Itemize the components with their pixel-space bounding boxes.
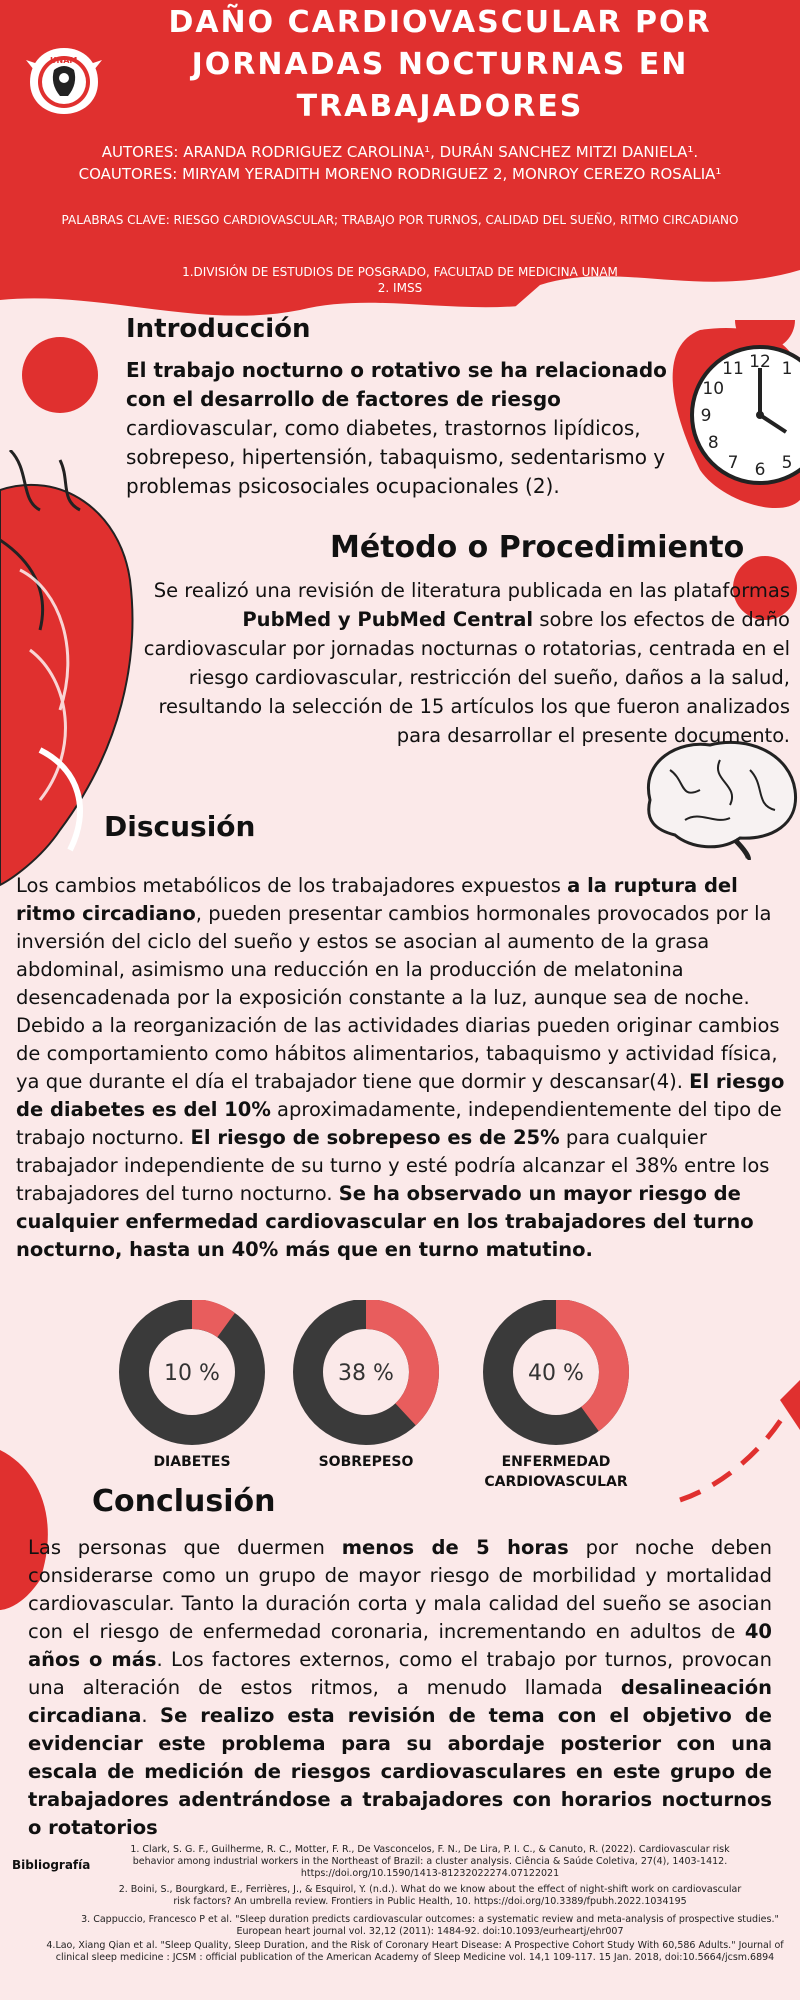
donut-value-label: 40 % bbox=[528, 1361, 584, 1386]
discusion-heading: Discusión bbox=[104, 810, 256, 843]
clock-number: 6 bbox=[754, 460, 766, 480]
conclusion-bold-1: menos de 5 horas bbox=[341, 1536, 569, 1559]
affiliation-1: 1.DIVISIÓN DE ESTUDIOS DE POSGRADO, FACULTAD DE MEDICINA UNAM bbox=[182, 265, 618, 279]
clock-icon bbox=[680, 340, 800, 490]
risk-donut-charts bbox=[0, 1300, 800, 1500]
donut-value-label: 10 % bbox=[164, 1361, 220, 1386]
title-line-3: TRABAJADORES bbox=[296, 89, 584, 124]
intro-rest-text: cardiovascular, como diabetes, trastornos lipídicos, sobrepeso, hipertensión, tabaquismo, sedentarismo y problemas psicosociales ocupacionales (2). bbox=[126, 416, 666, 498]
discusion-text bbox=[16, 872, 788, 1264]
intro-text bbox=[126, 356, 676, 501]
conclusion-text-2: por noche deben considerarse como un grupo de mayor riesgo de morbilidad y mortalidad cardiovascular. Tanto la duración corta y mala calidad del sueño se asocian con el riesgo de enfermedad coronaria, incrementando en adultos de bbox=[28, 1536, 772, 1643]
conclusion-text-3: . Los factores externos, como el trabajo por turnos, provocan una alteración de estos ritmos, a menudo llamada bbox=[28, 1648, 772, 1699]
clock-number: 5 bbox=[781, 452, 793, 473]
clock-number: 11 bbox=[722, 359, 744, 380]
title-line-2: JORNADAS NOCTURNAS EN bbox=[191, 47, 689, 82]
donut-caption-sobrepeso: SOBREPESO bbox=[318, 1454, 414, 1470]
discusion-bold-3: El riesgo de sobrepeso es de 25% bbox=[190, 1126, 560, 1149]
conclusion-heading: Conclusión bbox=[92, 1484, 276, 1519]
discusion-bold-4: Se ha observado un mayor riesgo de cualquier enfermedad cardiovascular en los trabajadores del turno nocturno, hasta un 40% más que en turno matutino. bbox=[16, 1182, 754, 1261]
discusion-text-3: aproximadamente, independientemente del tipo de trabajo nocturno. bbox=[16, 1098, 782, 1149]
metodo-text-2: sobre los efectos de daño cardiovascular por jornadas nocturnas o rotatorias, centrada en el riesgo cardiovascular, restricción del sueño, daños a la salud, resultando la selección de 15 artículos los que fueron analizados para desarrollar el presente documento. bbox=[143, 608, 790, 747]
unam-seal-icon bbox=[24, 40, 104, 120]
donut-caption-diabetes: DIABETES bbox=[153, 1454, 231, 1470]
logo-text: UNAM bbox=[50, 56, 78, 65]
clock-number: 10 bbox=[702, 379, 725, 399]
clock-number: 7 bbox=[727, 452, 739, 473]
reference-2: 2. Boini, S., Bourgkard, E., Ferrières, J., & Esquirol, Y. (n.d.). What do we know about the effect of night-shift work on cardiovascular risk factors? An umbrella review. Frontiers in Public Health, 10. https://doi.org/10.3389/fpubh.2022.1034195 bbox=[118, 1884, 742, 1907]
discusion-bold-1: a la ruptura del ritmo circadiano bbox=[16, 874, 738, 925]
conclusion-bold-2: 40 años o más bbox=[28, 1620, 772, 1671]
metodo-text bbox=[120, 576, 790, 750]
authors: AUTORES: ARANDA RODRIGUEZ CAROLINA¹, DURÁN SANCHEZ MITZI DANIELA¹. bbox=[101, 143, 699, 161]
clock-number: 12 bbox=[749, 352, 771, 372]
metodo-bold-1: PubMed y PubMed Central bbox=[242, 608, 534, 631]
conclusion-bold-3: desalineación circadiana bbox=[28, 1676, 772, 1727]
clock-number: 9 bbox=[700, 406, 712, 426]
donut-value-label: 38 % bbox=[338, 1361, 394, 1386]
coauthors: COAUTORES: MIRYAM YERADITH MORENO RODRIGUEZ 2, MONROY CEREZO ROSALIA¹ bbox=[78, 165, 722, 183]
metodo-heading: Método o Procedimiento bbox=[330, 530, 745, 565]
reference-1: 1. Clark, S. G. F., Guilherme, R. C., Motter, F. R., De Vasconcelos, F. N., De Lira, P. I. C., & Canuto, R. (2022). Cardiovascular risk behavior among industrial workers in the Northeast of Brazil: a cluster analysis. Ciência & Saúde Coletiva, 27(4), 1403-1412. https://doi.org/10.1590/1413-81232022274.07122021 bbox=[130, 1844, 730, 1879]
poster-title bbox=[120, 2, 760, 128]
donut-caption-enfermedad: ENFERMEDAD CARDIOVASCULAR bbox=[484, 1454, 628, 1490]
conclusion-text bbox=[28, 1534, 772, 1842]
reference-3: 3. Cappuccio, Francesco P et al. "Sleep duration predicts cardiovascular outcomes: a systematic review and meta-analysis of prospective studies." European heart journal vol. 32,12 (2011): 1484-92. doi:10.1093/eurheartj/ehr007 bbox=[81, 1914, 779, 1937]
affiliation-2: 2. IMSS bbox=[377, 281, 423, 295]
reference-4: 4.Lao, Xiang Qian et al. "Sleep Quality, Sleep Duration, and the Risk of Coronary Heart Disease: A Prospective Cohort Study With 60,586 Adults." Journal of clinical sleep medicine : JCSM : official publication of the American Academy of Sleep Medicine vol. 14,1 109-117. 15 Jan. 2018, doi:10.5664/jcsm.6894 bbox=[46, 1940, 784, 1963]
discusion-bold-2: El riesgo de diabetes es del 10% bbox=[16, 1070, 785, 1121]
unam-logo bbox=[24, 40, 104, 120]
discusion-text-4: para cualquier trabajador independiente de su turno y esté podría alcanzar el 38% entre los trabajadores del turno nocturno. bbox=[16, 1126, 770, 1205]
keywords: PALABRAS CLAVE: RIESGO CARDIOVASCULAR; TRABAJO POR TURNOS, CALIDAD DEL SUEÑO, RITMO CIRCADIANO bbox=[61, 213, 739, 227]
conclusion-text-1: Las personas que duermen bbox=[28, 1536, 342, 1559]
intro-bold-text: El trabajo nocturno o rotativo se ha relacionado con el desarrollo de factores de riesgo bbox=[126, 358, 667, 411]
metodo-text-1: Se realizó una revisión de literatura publicada en las plataformas bbox=[153, 579, 790, 602]
bibliografia-label: Bibliografía bbox=[12, 1858, 91, 1872]
conclusion-text-4: . bbox=[141, 1704, 161, 1727]
discusion-text-2: , pueden presentar cambios hormonales provocados por la inversión del ciclo del sueño y estos se asocian al aumento de la grasa abdominal, asimismo una reducción en la producción de melatonina desencadenada por la exposición constante a la luz, aunque sea de noche. Debido a la reorganización de las actividades diarias pueden originar cambios de comportamiento como hábitos alimentarios, tabaquismo y actividad física, ya que durante el día el trabajador tiene que dormir y descansar(4). bbox=[16, 902, 780, 1093]
title-line-1: DAÑO CARDIOVASCULAR POR bbox=[168, 5, 712, 40]
conclusion-bold-4: Se realizo esta revisión de tema con el objetivo de evidenciar este problema para su abordaje posterior con una escala de medición de riesgos cardiovasculares en este grupo de trabajadores adentrándose a trabajadores con horarios nocturnos o rotatorios bbox=[28, 1704, 772, 1839]
discusion-text-1: Los cambios metabólicos de los trabajadores expuestos bbox=[16, 874, 568, 897]
clock-number: 1 bbox=[781, 359, 793, 380]
intro-heading: Introducción bbox=[126, 314, 311, 344]
clock-number: 8 bbox=[707, 433, 719, 453]
